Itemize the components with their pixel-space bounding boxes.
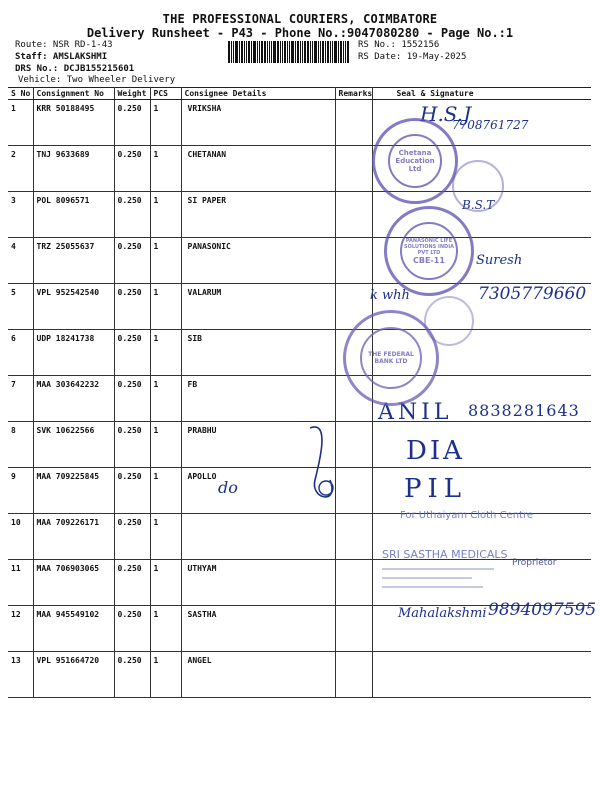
handwritten-phone-row1: 7708761727: [452, 118, 529, 132]
cell-sno: 4: [8, 238, 33, 284]
cell-consignee: FB: [181, 376, 335, 422]
cell-pcs: 1: [150, 238, 181, 284]
cell-weight: 0.250: [114, 560, 150, 606]
cell-consignment: TNJ 9633689: [33, 146, 114, 192]
rs-number: RS No.: 1552156: [358, 40, 440, 50]
chetana-stamp: Chetana Education Ltd: [372, 118, 458, 204]
cell-weight: 0.250: [114, 146, 150, 192]
cell-sno: 10: [8, 514, 33, 560]
sastha-address-smudge: [382, 562, 494, 596]
staff-label: Staff: AMSLAKSHMI: [15, 52, 108, 62]
col-remarks: Remarks: [335, 88, 372, 100]
cell-consignee: SASTHA: [181, 606, 335, 652]
route-label: Route: NSR RD-1-43: [15, 40, 113, 50]
cell-sno: 12: [8, 606, 33, 652]
cell-sno: 5: [8, 284, 33, 330]
col-pcs: PCS: [150, 88, 181, 100]
cell-weight: 0.250: [114, 514, 150, 560]
table-row: [8, 192, 591, 238]
cell-consignment: VPL 952542540: [33, 284, 114, 330]
cell-weight: 0.250: [114, 376, 150, 422]
barcode-bar: [295, 41, 296, 63]
cell-remarks: [335, 560, 372, 606]
barcode-bar: [277, 41, 279, 63]
cell-pcs: 1: [150, 422, 181, 468]
barcode-bar: [271, 41, 272, 63]
faint-round-stamp: [452, 160, 504, 212]
cell-sno: 13: [8, 652, 33, 698]
barcode-bar: [231, 41, 232, 63]
cell-consignment: MAA 706903065: [33, 560, 114, 606]
barcode-bar: [345, 41, 346, 63]
handwritten-name-row8: ANIL: [378, 400, 453, 425]
sastha-stamp-role: Proprietor: [512, 558, 557, 568]
cell-consignment: POL 8096571: [33, 192, 114, 238]
cell-sno: 8: [8, 422, 33, 468]
cell-pcs: 1: [150, 514, 181, 560]
table-row: [8, 652, 591, 698]
barcode-bar: [310, 41, 311, 63]
cell-sno: 7: [8, 376, 33, 422]
barcode-bar: [327, 41, 329, 63]
barcode-bar: [269, 41, 270, 63]
signature-row3: B.S.T: [462, 198, 495, 212]
cell-consignment: VPL 951664720: [33, 652, 114, 698]
cell-weight: 0.250: [114, 284, 150, 330]
cell-consignee: SI PAPER: [181, 192, 335, 238]
barcode-bar: [302, 41, 303, 63]
cell-sno: 2: [8, 146, 33, 192]
cell-pcs: 1: [150, 192, 181, 238]
cell-weight: 0.250: [114, 468, 150, 514]
cell-consignee: APOLLO: [181, 468, 335, 514]
cell-consignee: PANASONIC: [181, 238, 335, 284]
cell-consignee: ANGEL: [181, 652, 335, 698]
cell-pcs: 1: [150, 100, 181, 146]
barcode-bar: [241, 41, 243, 63]
handwritten-text-row9: DIA: [406, 436, 465, 466]
vehicle-label: Vehicle: Two Wheeler Delivery: [18, 75, 176, 85]
cell-pcs: 1: [150, 376, 181, 422]
barcode-bar: [257, 41, 258, 63]
col-consignment: Consignment No: [33, 88, 114, 100]
barcode-bar: [239, 41, 240, 63]
faint-round-stamp-2: [424, 296, 474, 346]
rs-date: RS Date: 19-May-2025: [358, 52, 467, 62]
cell-pcs: 1: [150, 284, 181, 330]
cell-pcs: 1: [150, 560, 181, 606]
cell-consignee: PRABHU: [181, 422, 335, 468]
barcode-bar: [253, 41, 256, 63]
barcode-bar: [248, 41, 250, 63]
barcode-bar: [259, 41, 260, 63]
cell-consignment: SVK 10622566: [33, 422, 114, 468]
cell-weight: 0.250: [114, 192, 150, 238]
handwritten-phone-row8: 8838281643: [468, 401, 580, 420]
cell-sno: 9: [8, 468, 33, 514]
barcode-bar: [287, 41, 288, 63]
cell-consignment: TRZ 25055637: [33, 238, 114, 284]
barcode-bar: [273, 41, 276, 63]
signature-row6: k whh: [370, 288, 410, 303]
barcode-bar: [280, 41, 281, 63]
cell-consignment: MAA 945549102: [33, 606, 114, 652]
pen-scribble: [300, 420, 350, 510]
cell-sno: 3: [8, 192, 33, 238]
handwritten-text-row10: PIL: [404, 474, 468, 504]
cell-remarks: [335, 606, 372, 652]
barcode-bar: [325, 41, 326, 63]
cell-pcs: 1: [150, 330, 181, 376]
cell-pcs: 1: [150, 468, 181, 514]
barcode: [228, 41, 352, 63]
barcode-bar: [267, 41, 268, 63]
cell-sno: 11: [8, 560, 33, 606]
barcode-bar: [228, 41, 230, 63]
col-consignee: Consignee Details: [181, 88, 335, 100]
signature-row1: H.S.J: [420, 102, 472, 126]
cell-pcs: 1: [150, 146, 181, 192]
cell-sno: 1: [8, 100, 33, 146]
panasonic-stamp-text: PANASONIC LIFE SOLUTIONS INDIA PVT LTD: [404, 237, 454, 256]
cell-consignment: MAA 709225845: [33, 468, 114, 514]
cell-remarks: [335, 238, 372, 284]
cell-consignee: [181, 514, 335, 560]
barcode-bar: [322, 41, 324, 63]
barcode-bar: [289, 41, 290, 63]
table-header: [8, 88, 591, 100]
barcode-bar: [338, 41, 339, 63]
cell-pcs: 1: [150, 652, 181, 698]
federal-bank-stamp: THE FEDERAL BANK LTD: [343, 310, 439, 406]
barcode-bar: [284, 41, 286, 63]
cell-sno: 6: [8, 330, 33, 376]
cell-remarks: [335, 146, 372, 192]
drs-number: DRS No.: DCJB155215601: [15, 64, 135, 74]
cell-consignment: UDP 18241738: [33, 330, 114, 376]
cell-remarks: [335, 192, 372, 238]
barcode-bar: [334, 41, 337, 63]
barcode-bar: [343, 41, 344, 63]
barcode-bar: [251, 41, 252, 63]
barcode-bar: [320, 41, 321, 63]
cell-remarks: [335, 514, 372, 560]
cell-pcs: 1: [150, 606, 181, 652]
cell-weight: 0.250: [114, 100, 150, 146]
cell-consignment: MAA 709226171: [33, 514, 114, 560]
runsheet-title: Delivery Runsheet - P43 - Phone No.:9047080280 - Page No.:1: [86, 26, 514, 40]
company-title: THE PROFESSIONAL COURIERS, COIMBATORE: [162, 12, 438, 26]
cell-consignment: KRR 50188495: [33, 100, 114, 146]
cell-seal-signature: [372, 422, 591, 468]
barcode-bar: [318, 41, 319, 63]
panasonic-stamp-code: CBE-11: [413, 255, 445, 265]
col-seal-signature: Seal & Signature: [372, 88, 591, 100]
cell-weight: 0.250: [114, 238, 150, 284]
barcode-bar: [297, 41, 299, 63]
barcode-bar: [300, 41, 301, 63]
cell-weight: 0.250: [114, 606, 150, 652]
cell-seal-signature: [372, 652, 591, 698]
table-row: [8, 330, 591, 376]
cell-remarks: [335, 100, 372, 146]
col-weight: Weight: [114, 88, 150, 100]
uthaiyam-stamp: For Uthaiyam Cloth Centre: [400, 510, 534, 521]
cell-weight: 0.250: [114, 652, 150, 698]
sastha-stamp-name: SRI SASTHA MEDICALS: [382, 548, 508, 561]
barcode-bar: [246, 41, 247, 63]
barcode-bar: [264, 41, 266, 63]
barcode-bar: [304, 41, 306, 63]
handwritten-name-row5: Suresh: [476, 253, 523, 268]
barcode-bar: [347, 41, 349, 63]
barcode-bar: [261, 41, 263, 63]
barcode-bar: [244, 41, 245, 63]
handwritten-phone-row13: 9894097595: [488, 600, 597, 620]
handwritten-name-row13: Mahalakshmi: [398, 606, 487, 621]
barcode-bar: [291, 41, 294, 63]
cell-remarks: [335, 652, 372, 698]
barcode-bar: [314, 41, 317, 63]
barcode-bar: [233, 41, 234, 63]
cell-consignee: UTHYAM: [181, 560, 335, 606]
cell-consignee: CHETANAN: [181, 146, 335, 192]
table-row: [8, 560, 591, 606]
barcode-bar: [340, 41, 342, 63]
handwritten-phone-row6: 7305779660: [478, 284, 587, 304]
panasonic-stamp: [384, 206, 474, 296]
cell-weight: 0.250: [114, 422, 150, 468]
barcode-bar: [235, 41, 238, 63]
cell-weight: 0.250: [114, 330, 150, 376]
col-sno: S No: [8, 88, 33, 100]
barcode-bar: [332, 41, 333, 63]
cell-consignee: VALARUM: [181, 284, 335, 330]
handwritten-mark-row10: do: [218, 478, 238, 497]
cell-consignee: VRIKSHA: [181, 100, 335, 146]
cell-consignee: SIB: [181, 330, 335, 376]
barcode-bar: [312, 41, 313, 63]
barcode-bar: [307, 41, 309, 63]
barcode-bar: [330, 41, 331, 63]
barcode-bar: [282, 41, 283, 63]
cell-consignment: MAA 303642232: [33, 376, 114, 422]
